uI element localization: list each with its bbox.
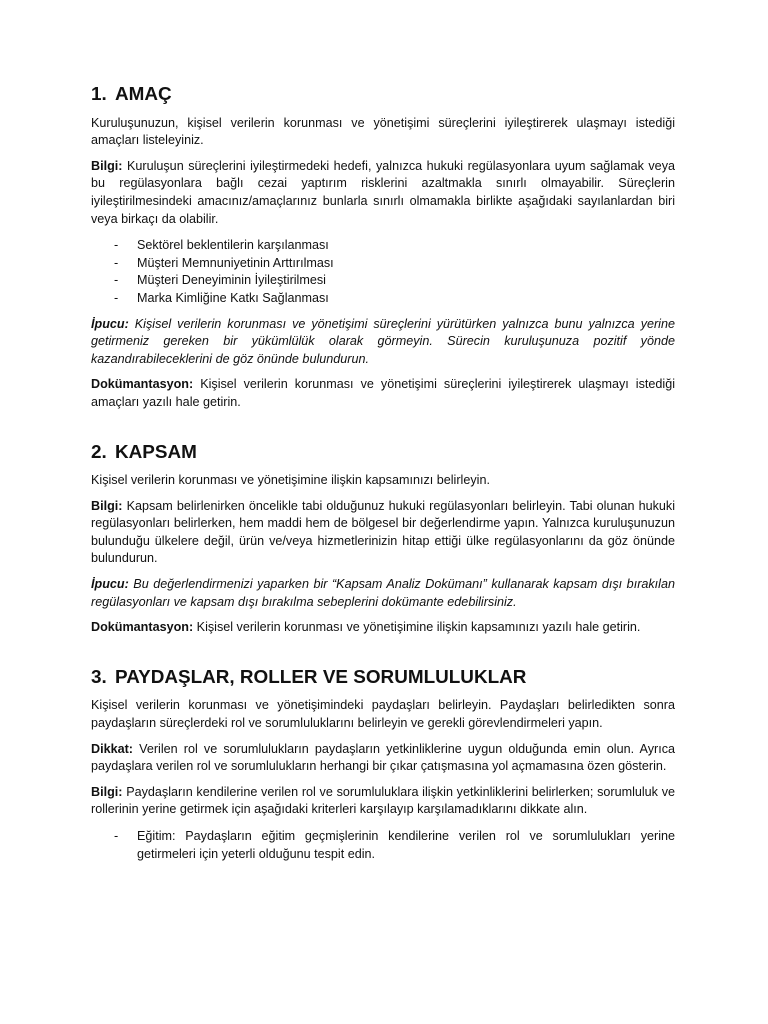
documentation-label: Dokümantasyon: (91, 620, 194, 635)
tip-label: İpucu: (91, 577, 129, 592)
info-text: Kapsam belirlenirken öncelikle tabi olduğunuz hukuki regülasyonları belirleyin. Tabi olunan hukuki regülasyonları belirlerken, hem maddi hem de bölgesel bir değerlendirme yapın. Yalnızca kuruluşunuzun bulunduğu ülkelere değil, ürün ve/veya hizmetlerinizin hitap ettiği ülke regülasyonlarını da göz önünde bulundurun. (91, 498, 675, 566)
bullet-dash: - (114, 290, 119, 305)
list-item (91, 828, 675, 863)
section-intro: Kişisel verilerin korunması ve yönetişimindeki paydaşları belirleyin. Paydaşları belirledikten sonra paydaşların süreçlerdeki rol ve sorumluluklarını belirleyin ve gerekli görevlendirmeleri yapın. (91, 698, 675, 731)
list-item (91, 290, 675, 308)
tip-paragraph (91, 576, 675, 611)
bullet-dash: - (114, 238, 119, 253)
tip-paragraph (91, 316, 675, 369)
list-item-text: Sektörel beklentilerin karşılanması (137, 238, 329, 253)
section-title: AMAÇ (115, 84, 172, 105)
warning-paragraph (91, 741, 675, 776)
info-paragraph (91, 158, 675, 228)
section-amac (91, 86, 675, 412)
list-item-text: Marka Kimliğine Katkı Sağlanması (137, 290, 329, 305)
section-paydaslar (91, 666, 675, 863)
section-heading (91, 666, 675, 688)
section-number: 1. (91, 84, 107, 105)
section-number: 3. (91, 666, 107, 688)
documentation-paragraph (91, 619, 675, 637)
list-item-text: Müşteri Deneyiminin İyileştirilmesi (137, 273, 326, 288)
section-title: KAPSAM (115, 441, 197, 463)
section-kapsam (91, 441, 675, 637)
info-paragraph (91, 498, 675, 568)
documentation-text: Kişisel verilerin korunması ve yönetişimi süreçlerini iyileştirerek ulaşmayı istediği amaçları yazılı hale getirin. (91, 377, 675, 409)
info-label: Bilgi: (91, 784, 123, 799)
documentation-text: Kişisel verilerin korunması ve yönetişimine ilişkin kapsamınızı yazılı hale getirin. (193, 620, 641, 635)
list-item (91, 272, 675, 290)
documentation-paragraph (91, 376, 675, 411)
bullet-list (91, 237, 675, 307)
list-item-text: Eğitim: Paydaşların eğitim geçmişlerinin kendilerine verilen rol ve sorumlulukları yerine getirmeleri için yeterli olduğunu tespit edin. (137, 829, 675, 861)
list-item (91, 255, 675, 273)
info-label: Bilgi: (91, 158, 123, 173)
section-heading (91, 86, 675, 104)
document-body (91, 86, 675, 863)
bullet-dash: - (114, 829, 119, 843)
section-heading (91, 441, 675, 463)
warning-label: Dikkat: (91, 741, 133, 756)
documentation-label: Dokümantasyon: (91, 377, 194, 392)
tip-text: Kişisel verilerin korunması ve yönetişimi süreçlerini yürütürken yalnızca bunu yalnızca yerine getirmeniz gereken bir yükümlülük olarak görmeyin. Sürecin kuruluşunuza pozitif yönde kazandırabileceklerini de göz önünde bulundurun. (91, 316, 675, 366)
info-paragraph (91, 784, 675, 819)
list-item-text: Müşteri Memnuniyetinin Arttırılması (137, 255, 334, 270)
info-label: Bilgi: (91, 498, 123, 513)
section-number: 2. (91, 441, 107, 463)
tip-text: Bu değerlendirmenizi yaparken bir “Kapsam Analiz Dokümanı” kullanarak kapsam dışı bırakılan regülasyonları ve kapsam dışı bırakılma sebeplerini dokümante edebilirsiniz. (91, 577, 675, 609)
section-intro: Kişisel verilerin korunması ve yönetişimine ilişkin kapsamınızı belirleyin. (91, 473, 490, 488)
list-item (91, 237, 675, 255)
section-intro: Kuruluşunuzun, kişisel verilerin korunması ve yönetişimi süreçlerini iyileştirerek ulaşmayı istediği amaçları listeleyiniz. (91, 115, 675, 148)
bullet-dash: - (114, 255, 119, 270)
bullet-list (91, 828, 675, 863)
section-title: PAYDAŞLAR, ROLLER VE SORUMLULUKLAR (115, 666, 527, 688)
info-text: Paydaşların kendilerine verilen rol ve sorumluluklara ilişkin yetkinliklerini belirlerken; sorumluluk ve rollerinin yerine getirmek için aşağıdaki kriterleri karşılayıp karşılamadıklarını dikkate alın. (91, 784, 675, 817)
info-text: Kuruluşun süreçlerini iyileştirmedeki hedefi, yalnızca hukuki regülasyonlara uyum sağlamak veya bu regülasyonlara bağlı cezai yaptırım risklerini azaltmakla sınırlı olmayabilir. Süreçlerin iyileştirilmesindeki amacınız/amaçlarınız bunlarla sınırlı olmamakla birlikte aşağıdaki sayılanlardan biri veya birkaçı da olabilir. (91, 158, 675, 226)
bullet-dash: - (114, 273, 119, 288)
tip-label: İpucu: (91, 316, 129, 331)
warning-text: Verilen rol ve sorumlulukların paydaşların yetkinliklerine uygun olduğunda emin olun. Ayrıca paydaşlara verilen rol ve sorumlulukların herhangi bir çıkar çatışmasına yol açmamasına özen gösterin. (91, 741, 675, 774)
